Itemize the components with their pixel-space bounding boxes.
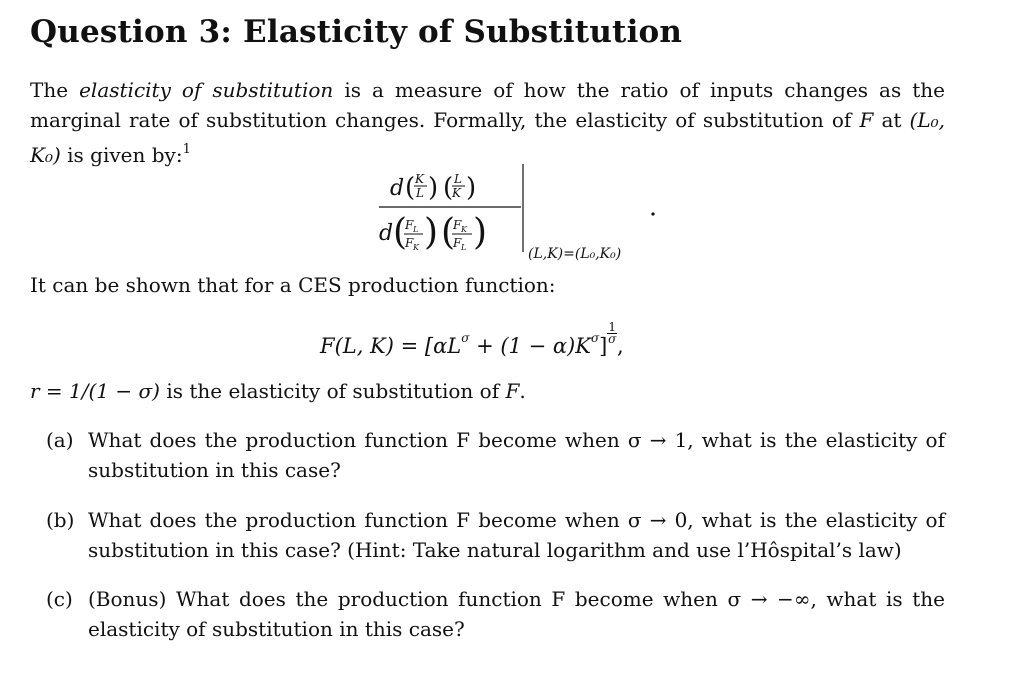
svg-text:(: ( xyxy=(441,212,456,253)
svg-text:): ) xyxy=(473,212,488,253)
question-title: Question 3: Elasticity of Substitution xyxy=(30,14,683,50)
formula-evaluation: (L,K)=(L₀,K₀) xyxy=(528,246,622,262)
svg-text:F: F xyxy=(405,218,414,232)
r-text: is the elasticity of substitution of xyxy=(166,379,500,403)
ces-outer-exponent xyxy=(607,322,617,345)
svg-text:): ) xyxy=(466,173,477,203)
r-end: . xyxy=(519,379,526,403)
svg-text:K: K xyxy=(413,243,419,252)
footnote-marker: 1 xyxy=(182,142,191,157)
ces-exp-1: σ xyxy=(461,331,470,345)
intro-term: elasticity of substitution xyxy=(79,78,334,102)
svg-text:F: F xyxy=(453,218,462,232)
item-text: What does the production function F become when σ → 1, what is the elasticity of substitution in this case? xyxy=(88,428,945,482)
svg-text:(: ( xyxy=(393,212,408,253)
ces-exp-den: σ xyxy=(608,332,617,346)
intro-text-3: at xyxy=(881,108,902,132)
svg-text:): ) xyxy=(424,212,439,253)
svg-text:L: L xyxy=(416,186,424,200)
ces-mid: + (1 − α)K xyxy=(469,334,591,358)
svg-text:L: L xyxy=(454,172,462,186)
r-function-symbol: F xyxy=(505,379,520,403)
ces-exp-2: σ xyxy=(590,331,600,345)
item-text: What does the production function F become when σ → 0, what is the elasticity of substitution in this case? (Hint: Take natural logarithm and use l’Hôspital’s law) xyxy=(88,508,945,562)
item-label: (c) xyxy=(46,587,73,611)
ces-formula xyxy=(320,322,624,358)
ces-exp-num: 1 xyxy=(608,320,616,334)
ces-intro: It can be shown that for a CES production function: xyxy=(30,273,556,297)
r-statement xyxy=(30,376,945,406)
item-label: (b) xyxy=(46,508,75,532)
svg-text:(: ( xyxy=(405,173,416,203)
item-text: (Bonus) What does the production function F become when σ → −∞, what is the elasticity of substitution in this case? xyxy=(88,587,945,641)
svg-text:L: L xyxy=(413,225,419,234)
intro-function-symbol: F xyxy=(859,108,874,132)
svg-text:(: ( xyxy=(443,173,454,203)
svg-text:F: F xyxy=(453,236,462,250)
intro-text-2: is a measure of how the ratio of inputs changes as the marginal rate of substitution changes. Formally, the elasticity of substitution of xyxy=(30,78,946,132)
intro-text-4: is given by: xyxy=(67,143,183,167)
ces-tail: , xyxy=(616,334,624,358)
intro-point: (L₀, K₀) xyxy=(30,108,946,167)
r-math: r = 1/(1 − σ) xyxy=(30,379,160,403)
svg-text:): ) xyxy=(428,173,439,203)
item-label: (a) xyxy=(46,428,74,452)
svg-text:K: K xyxy=(461,225,467,234)
svg-text:d: d xyxy=(379,221,394,246)
svg-text:K: K xyxy=(452,186,461,200)
ces-lhs: F(L, K) = [αL xyxy=(320,334,462,358)
svg-text:F: F xyxy=(405,236,414,250)
intro-text-1: The xyxy=(30,78,69,102)
svg-text:d: d xyxy=(390,176,405,201)
ces-close: ] xyxy=(599,334,608,358)
intro-paragraph xyxy=(30,75,945,170)
svg-text:L: L xyxy=(461,243,467,252)
elasticity-formula xyxy=(335,162,665,262)
svg-text:K: K xyxy=(415,172,424,186)
